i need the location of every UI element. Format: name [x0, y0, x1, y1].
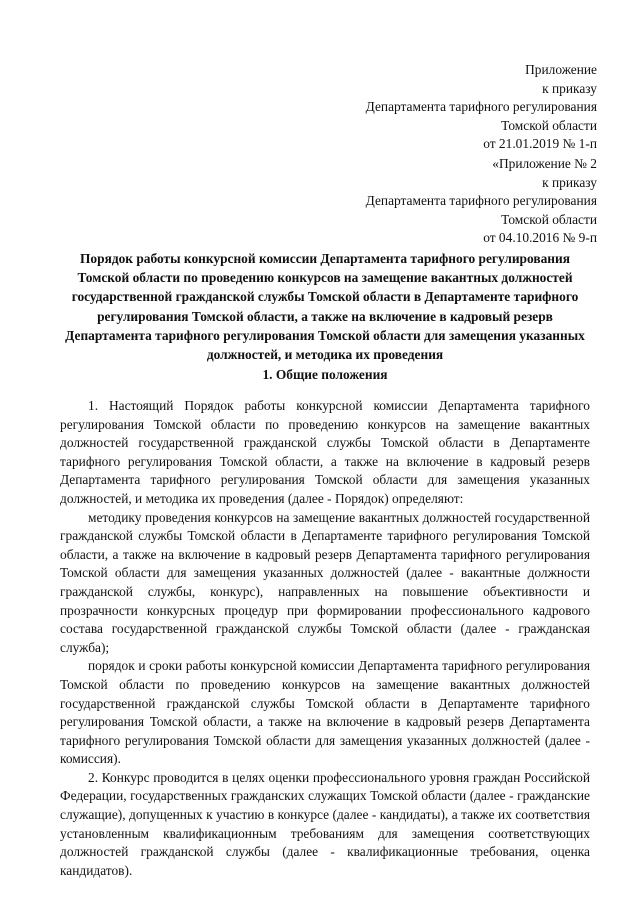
paragraph: 1. Настоящий Порядок работы конкурсной комиссии Департамента тарифного регулирования Томской области по проведению конкурсов на замещение вакантных должностей государственной гражданской службы Томской области в Департаменте тарифного регулирования Томской области, а также на включение в кадровый резерв Департамента тарифного регулирования Томской области для замещения указанных должностей, и методика их проведения (далее - Порядок) определяют: — [60, 398, 590, 506]
paragraph: порядок и сроки работы конкурсной комиссии Департамента тарифного регулирования Томской области по проведению конкурсов на замещение вакантных должностей государственной гражданской службы Томской области в Департаменте тарифного регулирования Томской области, а также на включение в кадровый резерв Департамента тарифного регулирования Томской области для замещения указанных должностей (далее - комиссия). — [60, 658, 590, 767]
appendix-line: Приложение — [525, 62, 597, 77]
section-heading: 1. Общие положения — [262, 367, 388, 382]
appendix-line: Томской области — [501, 211, 597, 227]
paragraph: методику проведения конкурсов на замещение вакантных должностей государственной гражданской службы Томской области в Департаменте тарифного регулирования Томской области, а также на включение в кадровый резерв Департамента тарифного регулирования Томской области для замещения указанных должностей (далее - вакантные должности гражданской службы, конкурс), направленных на повышение объективности и прозрачности конкурсных процедур при формировании профессионального кадрового состава государственной гражданской службы Томской области (далее - гражданская служба); — [60, 509, 590, 655]
appendix-line: «Приложение № 2 — [492, 156, 597, 171]
appendix-header-original — [366, 155, 597, 248]
document-body — [60, 397, 590, 880]
appendix-line: к приказу — [542, 80, 597, 96]
appendix-header-current — [366, 61, 597, 154]
appendix-line: от 04.10.2016 № 9-п — [483, 230, 597, 246]
appendix-line: Томской области — [501, 117, 597, 133]
appendix-line: от 21.01.2019 № 1-п — [483, 136, 597, 152]
document-title: Порядок работы конкурсной комиссии Департамента тарифного регулирования Томской области по проведению конкурсов на замещение вакантных должностей государственной гражданской службы Томской области в Департаменте тарифного регулирования Томской области, а также на включение в кадровый резерв Департамента тарифного регулирования Томской области для замещения указанных должностей, и методика их проведения — [65, 251, 585, 363]
appendix-line: к приказу — [542, 174, 597, 190]
appendix-line: Департамента тарифного регулирования — [365, 193, 597, 209]
appendix-line: Департамента тарифного регулирования — [365, 99, 597, 115]
paragraph: 2. Конкурс проводится в целях оценки профессионального уровня граждан Российской Федерации, государственных гражданских служащих Томской области (далее - гражданские служащие), допущенных к участию в конкурсе (далее - кандидаты), а также их соответствия установленным квалификационным требованиям для замещения соответствующих должностей гражданской службы (далее - квалификационные требования, оценка кандидатов). — [60, 769, 590, 878]
